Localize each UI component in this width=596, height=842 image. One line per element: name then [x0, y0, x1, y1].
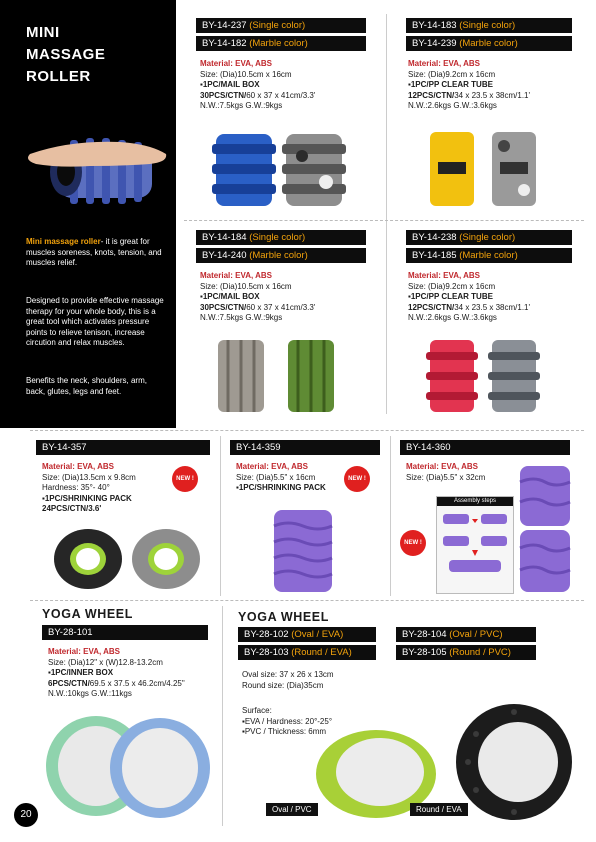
new-badge: NEW !: [172, 466, 198, 492]
product-specs: Material: EVA, ABS Size: (Dia)12" x (W)12.8-13.2cm ▪1PC/INNER BOX 6PCS/CTN/69.5 x 37.5 x 46.2cm/4.25" N.W.:10kgs G.W.:11kgs: [48, 647, 185, 698]
assembly-steps-box: Assembly steps: [436, 496, 514, 594]
new-badge: NEW !: [400, 530, 426, 556]
roller-product-image: [214, 336, 364, 416]
long-purple-roller-image: [516, 462, 576, 596]
product-specs: Material: EVA, ABS Size: (Dia)9.2cm x 16cm ▪1PC/PP CLEAR TUBE 12PCS/CTN/34 x 23.5 x 38cm/1.1' N.W.:2.6kgs G.W.:3.6kgs: [408, 59, 531, 110]
roller-product-image: [424, 128, 554, 212]
description-text: Designed to provide effective massage therapy for your whole body, this is a great tool which activates pressure points to relieve tenison, increase circution and relax muscles.: [26, 296, 164, 347]
roller-product-image: [424, 336, 554, 416]
page-number: 20: [14, 803, 38, 827]
product-by-14-183: BY-14-183 (Single color) BY-14-239 (Marble color): [406, 18, 572, 51]
code-bar: BY-14-359: [230, 440, 380, 455]
surface-specs: Surface: ▪EVA / Hardness: 20°-25° ▪PVC / Thickness: 6mm: [242, 706, 333, 736]
yoga-wheel-title: YOGA WHEEL: [238, 610, 329, 624]
size-specs: Oval size: 37 x 26 x 13cm Round size: (Dia)35cm: [242, 670, 334, 690]
product-specs: Material: EVA, ABS Size: (Dia)13.5cm x 9.8cm Hardness: 35°- 40° ▪1PC/SHRINKING PACK 24PCS/CTN/3.6': [42, 462, 136, 513]
code-bar: BY-14-357: [36, 440, 210, 455]
product-by-14-184: BY-14-184 (Single color) BY-14-240 (Marble color): [196, 230, 366, 263]
code-bar: BY-14-182 (Marble color): [196, 36, 366, 51]
benefits-text: Benefits the neck, shoulders, arm, back, glutes, legs and feet.: [26, 376, 147, 396]
purple-roller-image: [268, 506, 338, 596]
product-specs: Material: EVA, ABS Size: (Dia)9.2cm x 16cm ▪1PC/PP CLEAR TUBE 12PCS/CTN/34 x 23.5 x 38cm/1.1' N.W.:2.6kgs G.W.:3.6kgs: [408, 271, 531, 322]
roller-product-image: [210, 128, 370, 212]
product-specs: Material: EVA, ABS Size: (Dia)10.5cm x 16cm ▪1PC/MAIL BOX 30PCS/CTN/60 x 37 x 41cm/3.3' N.W.:7.5kgs G.W.:9kgs: [200, 271, 316, 322]
yoga-wheel-image: [40, 712, 216, 822]
grid-divider: [222, 606, 223, 826]
code-bar: BY-14-360: [400, 440, 570, 455]
hand-roller-image: [0, 118, 176, 218]
grid-divider: [30, 430, 584, 431]
oval-pvc-tag: Oval / PVC: [266, 803, 318, 816]
hand-image: [28, 142, 166, 167]
code-bar: BY-28-103 (Round / EVA): [238, 645, 376, 660]
intro-text: Mini massage roller- it is great for muscles soreness, knots, tension, and muscles relief.: [26, 237, 162, 267]
product-specs: Material: EVA, ABS Size: (Dia)5.5" x 16cm ▪1PC/SHRINKING PACK: [236, 462, 326, 492]
code-bar: BY-28-101: [42, 625, 208, 640]
round-eva-tag: Round / EVA: [410, 803, 468, 816]
page-title: MINI MASSAGE ROLLER: [26, 24, 106, 85]
product-specs: Material: EVA, ABS Size: (Dia)5.5" x 32cm: [406, 462, 486, 482]
grid-divider: [220, 436, 221, 596]
yoga-wheel-title: YOGA WHEEL: [42, 607, 133, 621]
code-bar: BY-14-237 (Single color): [196, 18, 366, 33]
grid-divider: [390, 436, 391, 596]
assembly-diagram: [437, 506, 513, 592]
code-bar: BY-28-102 (Oval / EVA): [238, 627, 376, 642]
grid-divider: [30, 600, 584, 601]
grid-divider: [386, 14, 387, 414]
new-badge: NEW !: [344, 466, 370, 492]
product-by-14-237: [196, 18, 366, 51]
code-bar: BY-28-105 (Round / PVC): [396, 645, 536, 660]
product-specs: Material: EVA, ABS Size: (Dia)10.5cm x 16cm ▪1PC/MAIL BOX 30PCS/CTN/60 x 37 x 41cm/3.3' N.W.:7.5kgs G.W.:9kgs: [200, 59, 316, 110]
code-bar: BY-28-104 (Oval / PVC): [396, 627, 536, 642]
product-by-14-238: BY-14-238 (Single color) BY-14-185 (Marble color): [406, 230, 572, 263]
grid-divider: [184, 220, 584, 221]
wheel-roller-image: [48, 526, 208, 592]
